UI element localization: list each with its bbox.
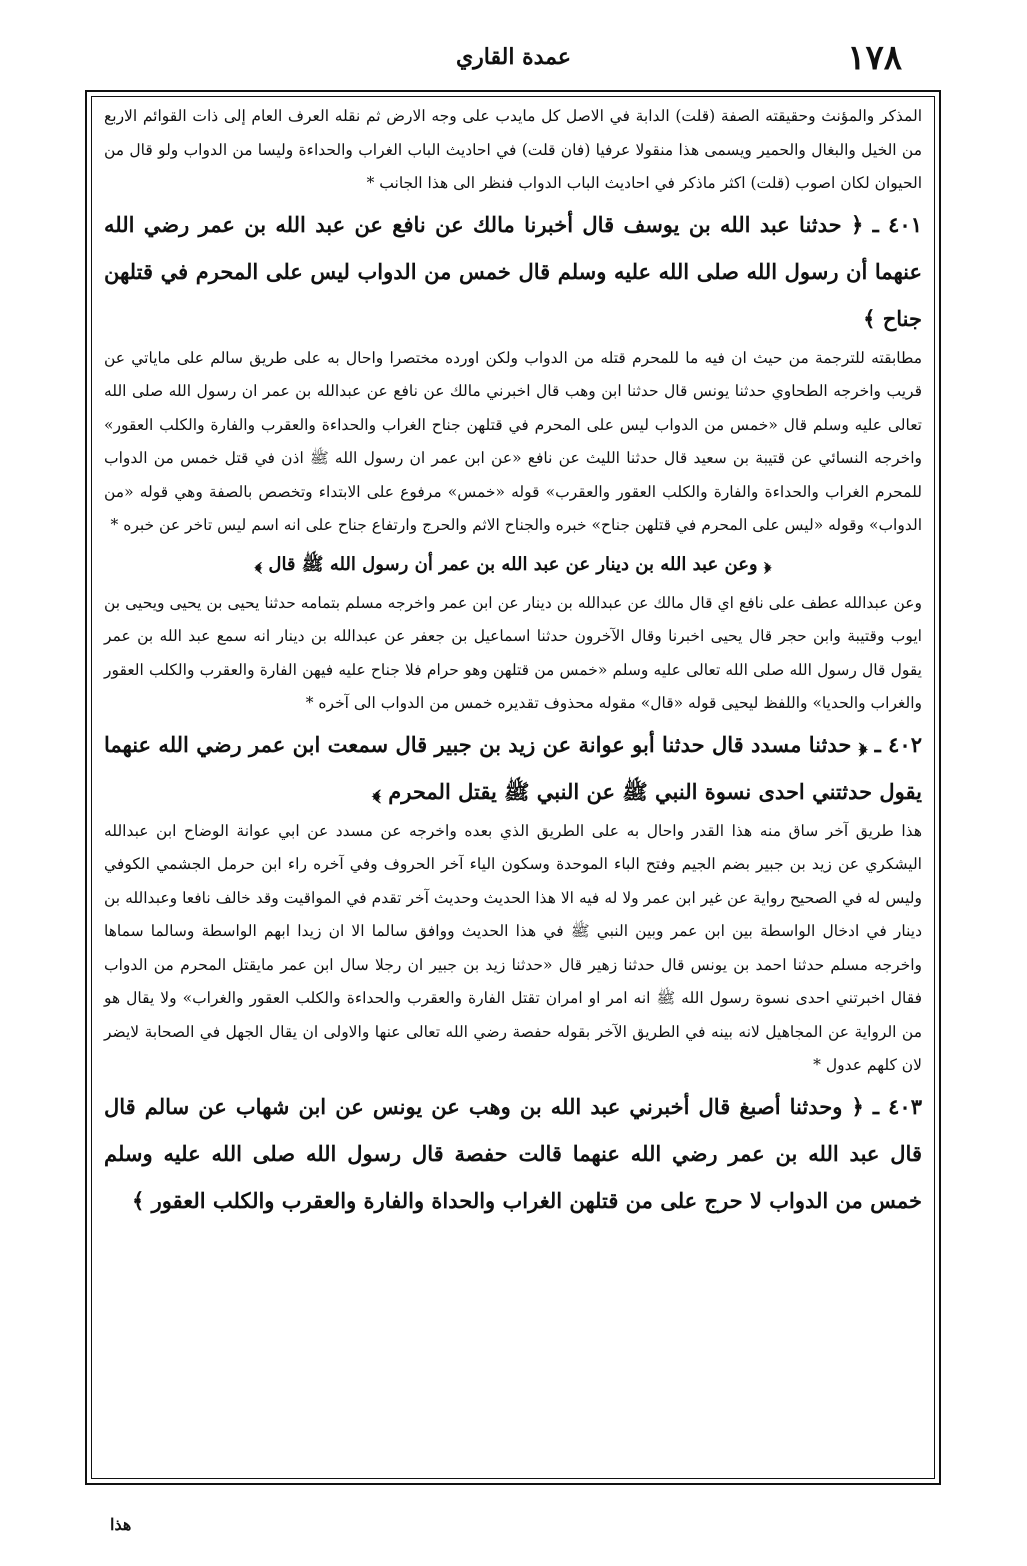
catchword: هذا [110,1515,132,1534]
commentary-paragraph: المذكر والمؤنث وحقيقته الصفة (قلت) الدابة في الاصل كل مايدب على وجه الارض ثم نقله العرف العام إلى ذات القوائم الاربع من الخيل والبغال والحمير ويسمى هذا منقولا عرفيا (فان قلت) في احاديث الباب الغراب والحداءة وليسا من الدواب ولو قال من الحيوان لكان اصوب (قلت) اكثر ماذكر في احاديث الباب الدواب فنظر الى هذا الجانب * [104,107,922,192]
commentary-paragraph: وعن عبدالله عطف على نافع اي قال مالك عن عبدالله بن دينار عن ابن عمر واخرجه مسلم بتمامه حدثنا يحيى بن يحيى ويحيى بن ايوب وقتيبة وابن حجر قال يحيى اخبرنا وقال الآخرون حدثنا اسماعيل بن جعفر عن عبدالله بن دينار انه سمع عبد الله بن عمر يقول قال رسول الله صلى الله تعالى عليه وسلم «خمس من قتلهن وهو حرام فلا جناح عليه فيهن الفارة والعقرب والكلب العقور والغراب والحديا» واللفظ ليحيى قوله «قال» مقوله محذوف تقديره خمس من الدواب الى آخره * [104,593,922,712]
page-header [85,38,942,88]
hadith-401: ٤٠١ ـ ﴿ حدثنا عبد الله بن يوسف قال أخبرنا مالك عن نافع عن عبد الله بن عمر رضي الله عنهما أن رسول الله صلى الله عليه وسلم قال خمس من الدواب ليس على المحرم في قتلهن جناح ﴾ [104,211,922,331]
text-body [104,100,922,1224]
commentary-paragraph: هذا طريق آخر ساق منه هذا القدر واحال به على الطريق الذي بعده واخرجه عن مسدد عن ابي عوانة الوضاح ابن عبدالله اليشكري عن زيد بن جبير بضم الجيم وفتح الباء الموحدة وسكون الياء آخر الحروف وفي آخره راء ابن حرمل الجشمي الكوفي وليس له في الصحيح رواية عن غير ابن عمر ولا له فيه الا هذا الحديث وحديث آخر تقدم في المواقيت وقد خالف نافعا وعبدالله بن دينار في ادخال الواسطة بين ابن عمر وبين النبي ﷺ في هذا الحديث ووافق سالما الا ان زيدا ابهم الواسطة وسالما سماها واخرجه مسلم حدثنا احمد بن يونس قال حدثنا زهير قال «حدثنا زيد بن جبير ان رجلا سال ابن عمر مايقتل المحرم من الدواب فقال اخبرتني احدى نسوة رسول الله ﷺ انه امر او امران تقتل الفارة والعقرب والحداءة والكلب العقور والغراب» ولا يقال هو من الرواية عن المجاهيل لانه بينه في الطريق الآخر بقوله حفصة رضي الله تعالى عنها والاولى ان يقال الجهل في الصحابة لايضر لان كلهم عدول * [104,821,922,1074]
running-title: عمدة القاري [455,44,572,70]
hadith-chain-note: ﴿ وعن عبد الله بن دينار عن عبد الله بن عمر أن رسول الله ﷺ قال ﴾ [254,553,772,575]
page-number: ١٧٨ [847,38,902,78]
hadith-403: ٤٠٣ ـ ﴿ وحدثنا أصبغ قال أخبرني عبد الله بن وهب عن يونس عن ابن شهاب عن سالم قال قال عبد الله بن عمر رضي الله عنهما قالت حفصة قال رسول الله صلى الله عليه وسلم خمس من الدواب لا حرج على من قتلهن الغراب والحداة والفارة والعقرب والكلب العقور ﴾ [104,1093,922,1213]
commentary-paragraph: مطابقته للترجمة من حيث ان فيه ما للمحرم قتله من الدواب ولكن اورده مختصرا واحال به على طريق سالم على ماياتي عن قريب واخرجه الطحاوي حدثنا يونس قال حدثنا ابن وهب قال اخبرني مالك عن نافع عن عبدالله بن عمر ان رسول الله صلى الله تعالى عليه وسلم قال «خمس من الدواب ليس على المحرم في قتلهن جناح الغراب والحداءة والعقرب والفارة والكلب العقور» واخرجه النسائي عن قتيبة بن سعيد قال حدثنا الليث عن نافع «عن ابن عمر ان رسول الله ﷺ اذن في قتل خمس من الدواب للمحرم الغراب والحداءة والفارة والكلب العقور والعقرب» قوله «خمس» مرفوع على الابتداء وتخصص بالصفة وهي قوله «من الدواب» وقوله «ليس على المحرم في قتلهن جناح» خبره والجناح الاثم والحرج وارتفاع جناح على انه اسم ليس تاخر عن خبره * [104,348,922,534]
hadith-402: ٤٠٢ ـ ﴿ حدثنا مسدد قال حدثنا أبو عوانة عن زيد بن جبير قال سمعت ابن عمر رضي الله عنهما يقول حدثتني احدى نسوة النبي ﷺ عن النبي ﷺ يقتل المحرم ﴾ [104,731,922,804]
